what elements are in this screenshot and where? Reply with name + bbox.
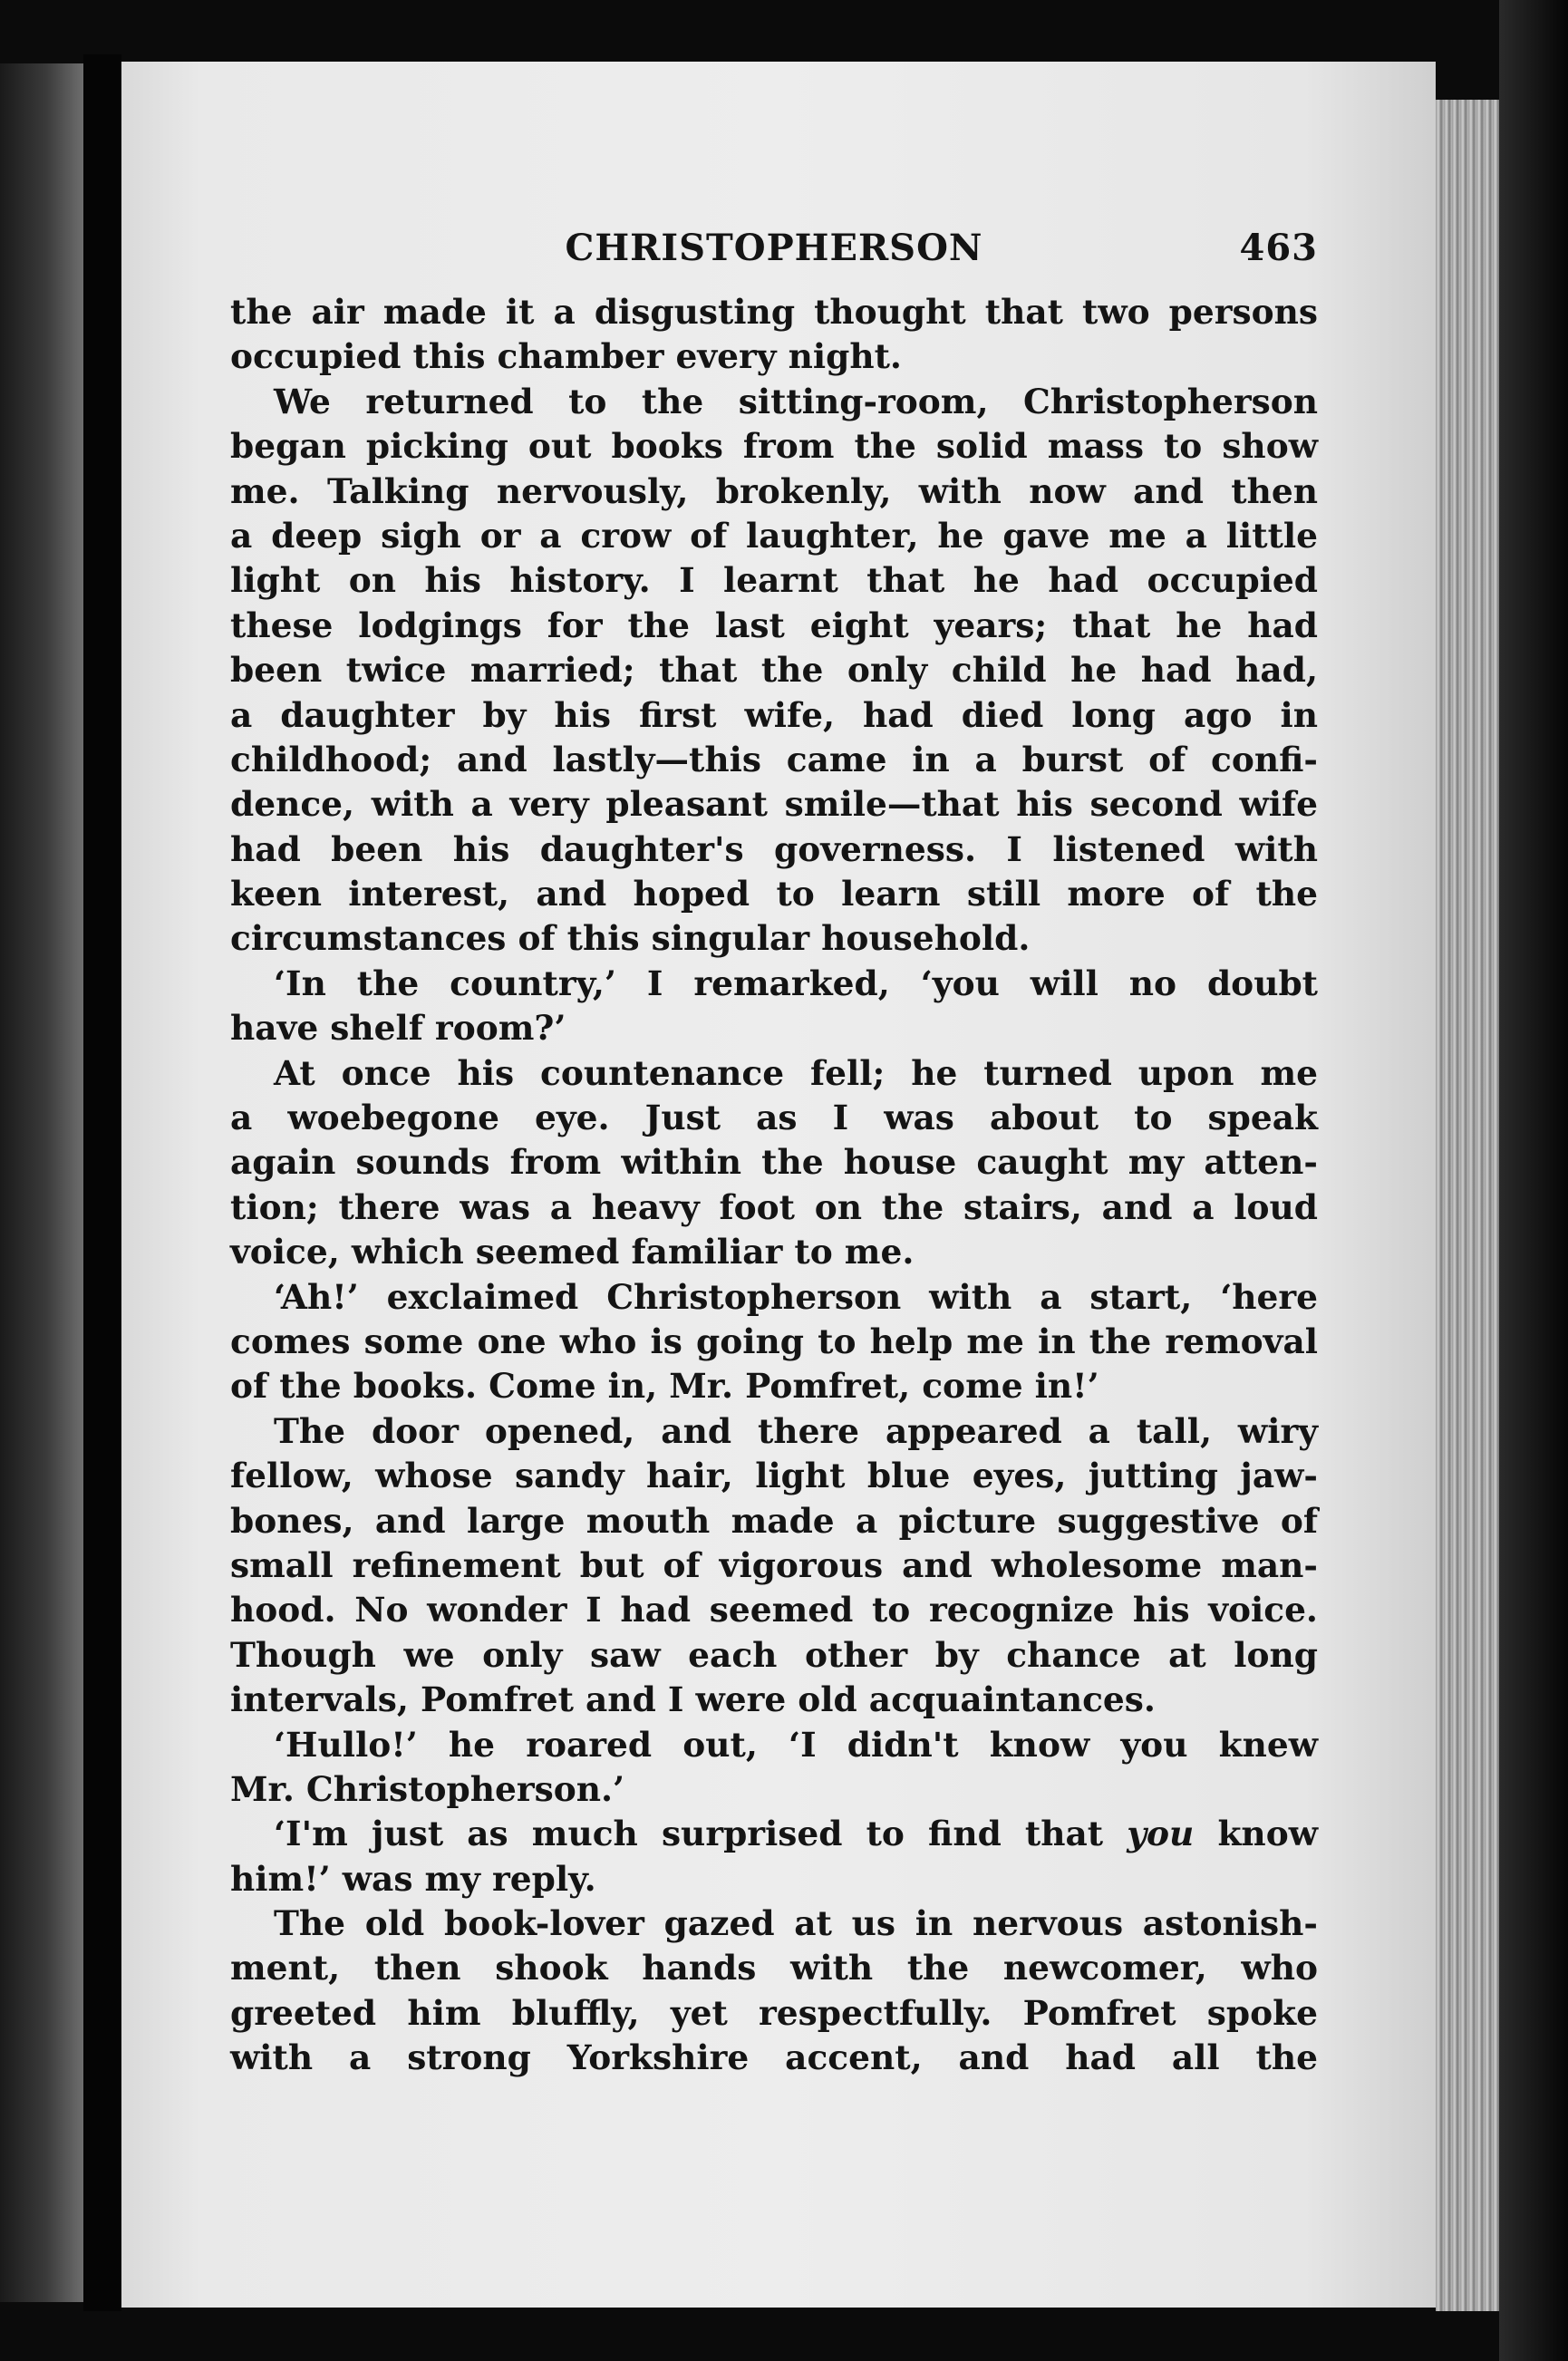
facing-page-edge	[0, 63, 83, 2302]
text-line-content: childhood; and lastly—this came in a burst of confi-	[230, 739, 1318, 779]
text-line	[230, 1320, 1318, 1364]
text-line	[230, 1901, 1318, 1946]
text-line-content: Though we only saw each other by chance at long	[230, 1634, 1318, 1675]
text-line-content: fellow, whose sandy hair, light blue eyes, jutting jaw-	[230, 1456, 1318, 1496]
text-line-content: bones, and large mouth made a picture suggestive of	[230, 1500, 1318, 1541]
text-line-content: circumstances of this singular household.	[230, 918, 1031, 959]
text-line	[230, 1275, 1318, 1320]
text-line	[230, 2036, 1318, 2080]
text-line	[230, 1812, 1318, 1856]
text-line-content: tion; there was a heavy foot on the stairs, and a loud	[230, 1186, 1318, 1227]
text-line	[230, 1051, 1318, 1096]
text-line	[230, 782, 1318, 827]
text-line-content: these lodgings for the last eight years; that he had	[230, 605, 1318, 645]
book-binding-gutter	[83, 54, 121, 2311]
text-line-content: dence, with a very pleasant smile—that his second wife	[230, 784, 1318, 825]
text-line-content: ‘Ah!’ exclaimed Christopherson with a start, ‘here	[274, 1276, 1318, 1317]
text-line-content: had been his daughter's governess. I listened with	[230, 828, 1318, 869]
text-line	[230, 469, 1318, 514]
text-line-content: We returned to the sitting-room, Christopherson	[274, 381, 1318, 421]
text-line	[230, 1409, 1318, 1454]
text-line	[230, 514, 1318, 558]
text-line	[230, 290, 1318, 334]
text-line	[230, 738, 1318, 782]
text-line	[230, 604, 1318, 648]
text-line	[230, 1499, 1318, 1543]
text-line	[230, 872, 1318, 916]
text-line	[230, 380, 1318, 424]
text-line-content: ‘In the country,’ I remarked, ‘you will no doubt	[274, 963, 1318, 1003]
text-line	[230, 1364, 1318, 1408]
text-line-content: the air made it a disgusting thought that two persons	[230, 292, 1318, 332]
italic-word: you	[1127, 1814, 1195, 1854]
text-line-content: of the books. Come in, Mr. Pomfret, come in!’	[230, 1366, 1099, 1407]
text-line	[230, 558, 1318, 603]
text-line-content: know	[1194, 1814, 1318, 1854]
text-line	[230, 827, 1318, 872]
text-line	[230, 1946, 1318, 1990]
text-line-content: greeted him bluffly, yet respectfully. Pomfret spoke	[230, 1992, 1318, 2033]
text-line-content: have shelf room?’	[230, 1008, 566, 1049]
text-line	[230, 1767, 1318, 1812]
text-line	[230, 1723, 1318, 1767]
text-line-content: a deep sigh or a crow of laughter, he gave me a little	[230, 515, 1318, 556]
text-line-content: been twice married; that the only child he had had,	[230, 650, 1318, 691]
text-line	[230, 693, 1318, 738]
running-head	[230, 227, 1318, 290]
running-title: CHRISTOPHERSON	[565, 227, 983, 269]
text-line-content: with a strong Yorkshire accent, and had all the	[230, 2037, 1318, 2078]
text-line-content: ‘Hullo!’ he roared out, ‘I didn't know you knew	[274, 1724, 1318, 1765]
text-line	[230, 1096, 1318, 1140]
text-line-content: hood. No wonder I had seemed to recognize his voice.	[230, 1590, 1318, 1630]
text-line-content: Mr. Christopherson.’	[230, 1768, 625, 1809]
text-line	[230, 424, 1318, 469]
text-line	[230, 916, 1318, 961]
page-text-block	[230, 227, 1318, 2081]
text-line-content: voice, which seemed familiar to me.	[230, 1232, 915, 1272]
text-line	[230, 648, 1318, 692]
text-line	[230, 1633, 1318, 1678]
text-line-content: keen interest, and hoped to learn still more of the	[230, 874, 1318, 914]
text-line	[230, 1543, 1318, 1588]
text-line-content: ment, then shook hands with the newcomer, who	[230, 1948, 1318, 1988]
text-line	[230, 962, 1318, 1006]
text-line	[230, 1857, 1318, 1901]
text-line-content: The door opened, and there appeared a tall, wiry	[274, 1410, 1318, 1451]
book-page	[121, 62, 1436, 2308]
page-number: 463	[1239, 227, 1318, 269]
text-line	[230, 1140, 1318, 1185]
text-line-content: At once his countenance fell; he turned upon me	[274, 1052, 1318, 1093]
text-line	[230, 1454, 1318, 1498]
scan-background	[1499, 0, 1568, 2361]
text-line	[230, 334, 1318, 379]
text-line	[230, 1991, 1318, 2036]
text-line	[230, 1230, 1318, 1274]
text-line-content: me. Talking nervously, brokenly, with now and then	[230, 470, 1318, 511]
text-line-content: intervals, Pomfret and I were old acquaintances.	[230, 1679, 1156, 1720]
text-line-content: light on his history. I learnt that he had occupied	[230, 560, 1318, 601]
body-text	[230, 290, 1318, 2081]
text-line-content: occupied this chamber every night.	[230, 336, 902, 377]
text-line	[230, 1588, 1318, 1632]
text-line-content: again sounds from within the house caught my atten-	[230, 1142, 1318, 1183]
text-line-content: small refinement but of vigorous and wholesome man-	[230, 1544, 1318, 1585]
text-line-content: a woebegone eye. Just as I was about to speak	[230, 1098, 1318, 1138]
text-line-content: ‘I'm just as much surprised to find that	[274, 1814, 1128, 1854]
text-line	[230, 1185, 1318, 1230]
text-line-content: began picking out books from the solid mass to show	[230, 426, 1318, 467]
text-line-content: him!’ was my reply.	[230, 1858, 596, 1899]
text-line	[230, 1006, 1318, 1050]
text-line-content: comes some one who is going to help me in the removal	[230, 1321, 1318, 1361]
text-line	[230, 1678, 1318, 1722]
text-line-content: a daughter by his first wife, had died long ago in	[230, 694, 1318, 735]
page-stack-edges	[1436, 100, 1499, 2311]
text-line-content: The old book-lover gazed at us in nervous astonish-	[274, 1903, 1318, 1944]
